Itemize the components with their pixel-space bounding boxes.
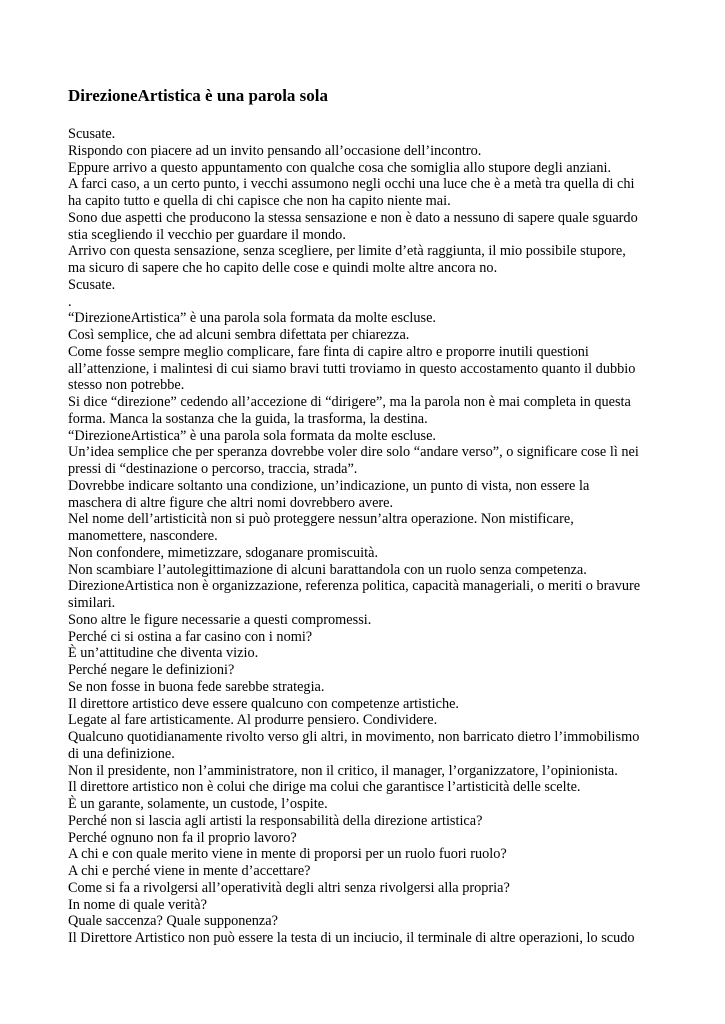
text-line: Scusate. xyxy=(68,276,116,293)
text-line: Dovrebbe indicare soltanto una condizione, un’indicazione, un punto di vista, non essere la xyxy=(68,477,590,494)
text-line: Un’idea semplice che per speranza dovrebbe voler dire solo “andare verso”, o significare cose lì nei xyxy=(68,444,639,461)
text-line: Non confondere, mimetizzare, sdoganare promiscuità. xyxy=(68,544,379,561)
text-line: Perché non si lascia agli artisti la responsabilità della direzione artistica? xyxy=(68,812,483,829)
text-line: “DirezioneArtistica” è una parola sola formata da molte escluse. xyxy=(68,310,436,327)
text-line: A farci caso, a un certo punto, i vecchi assumono negli occhi una luce che è a metà tra quella di chi xyxy=(68,176,635,193)
text-line: manomettere, nascondere. xyxy=(68,528,218,544)
text-line: Se non fosse in buona fede sarebbe strategia. xyxy=(68,678,325,695)
text-line: È un’attitudine che diventa vizio. xyxy=(68,645,259,662)
text-line: Perché ognuno non fa il proprio lavoro? xyxy=(68,829,297,846)
text-line: pressi di “destinazione o percorso, traccia, strada”. xyxy=(68,461,358,477)
text-line: Si dice “direzione” cedendo all’accezione di “dirigere”, ma la parola non è mai completa in questa xyxy=(68,394,631,410)
text-line: maschera di altre figure che altri nomi dovrebbero avere. xyxy=(68,494,394,511)
text-line: Rispondo con piacere ad un invito pensando all’occasione dell’incontro. xyxy=(68,142,482,159)
text-line: Perché negare le definizioni? xyxy=(68,662,235,678)
text-line: Legate al fare artisticamente. Al produrre pensiero. Condividere. xyxy=(68,712,438,729)
text-line: È un garante, solamente, un custode, l’ospite. xyxy=(68,796,328,812)
text-line: DirezioneArtistica non è organizzazione, referenza politica, capacità manageriali, o meriti o bravure xyxy=(68,578,641,595)
document-body xyxy=(68,126,688,947)
text-line: stia scegliendo il vecchio per guardare il mondo. xyxy=(68,226,346,243)
text-line: Perché ci si ostina a far casino con i nomi? xyxy=(68,628,313,645)
text-line: Arrivo con questa sensazione, senza scegliere, per limite d’età raggiunta, il mio possibile stupore, xyxy=(68,243,626,260)
text-line: Non il presidente, non l’amministratore, non il critico, il manager, l’organizzatore, l’opinionista. xyxy=(68,762,618,779)
text-line: Così semplice, che ad alcuni sembra difettata per chiarezza. xyxy=(68,327,410,343)
document-title: DirezioneArtistica è una parola sola xyxy=(68,86,329,105)
text-line: Sono due aspetti che producono la stessa sensazione e non è dato a nessuno di sapere quale sguardo xyxy=(68,209,638,226)
text-line: Come si fa a rivolgersi all’operatività degli altri senza rivolgersi alla propria? xyxy=(68,879,510,896)
text-line: Il direttore artistico non è colui che dirige ma colui che garantisce l’artisticità delle scelte. xyxy=(68,779,581,796)
text-line: all’attenzione, i malintesi di cui siamo bravi tutti troviamo in questo accostamento quanto il dubbio xyxy=(68,360,636,377)
text-line: Come fosse sempre meglio complicare, fare finta di capire altro e proporre inutili questioni xyxy=(68,343,589,360)
text-line: Il Direttore Artistico non può essere la testa di un inciucio, il terminale di altre operazioni, lo scudo xyxy=(68,930,635,946)
text-line: similari. xyxy=(68,595,116,611)
text-line: Il direttore artistico deve essere qualcuno con competenze artistiche. xyxy=(68,695,460,712)
text-line: Qualcuno quotidianamente rivolto verso gli altri, in movimento, non barricato dietro l’immobilismo xyxy=(68,729,640,745)
text-line: Eppure arrivo a questo appuntamento con qualche cosa che somiglia allo stupore degli anziani. xyxy=(68,159,612,176)
text-line: Nel nome dell’artisticità non si può proteggere nessun’altra operazione. Non mistificare, xyxy=(68,511,574,528)
text-line: forma. Manca la sostanza che la guida, la trasforma, la destina. xyxy=(68,410,428,427)
text-line: Sono altre le figure necessarie a questi compromessi. xyxy=(68,611,372,628)
text-line: In nome di quale verità? xyxy=(68,896,207,913)
text-line: A chi e con quale merito viene in mente di proporsi per un ruolo fuori ruolo? xyxy=(68,846,507,863)
text-line: A chi e perché viene in mente d’accettare? xyxy=(68,863,311,879)
text-line: Quale saccenza? Quale supponenza? xyxy=(68,913,278,930)
text-line: “DirezioneArtistica” è una parola sola formata da molte escluse. xyxy=(68,427,436,444)
text-line: ha capito tutto e quella di chi capisce che non ha capito niente mai. xyxy=(68,193,451,209)
text-line: Scusate. xyxy=(68,126,116,142)
text-line: di una definizione. xyxy=(68,745,175,762)
text-line: . xyxy=(68,293,72,310)
text-line: stesso non potrebbe. xyxy=(68,377,185,394)
text-line: ma sicuro di sapere che ho capito delle cose e quindi molte altre ancora no. xyxy=(68,260,498,276)
text-line: Non scambiare l’autolegittimazione di alcuni barattandola con un ruolo senza competenza. xyxy=(68,561,587,578)
